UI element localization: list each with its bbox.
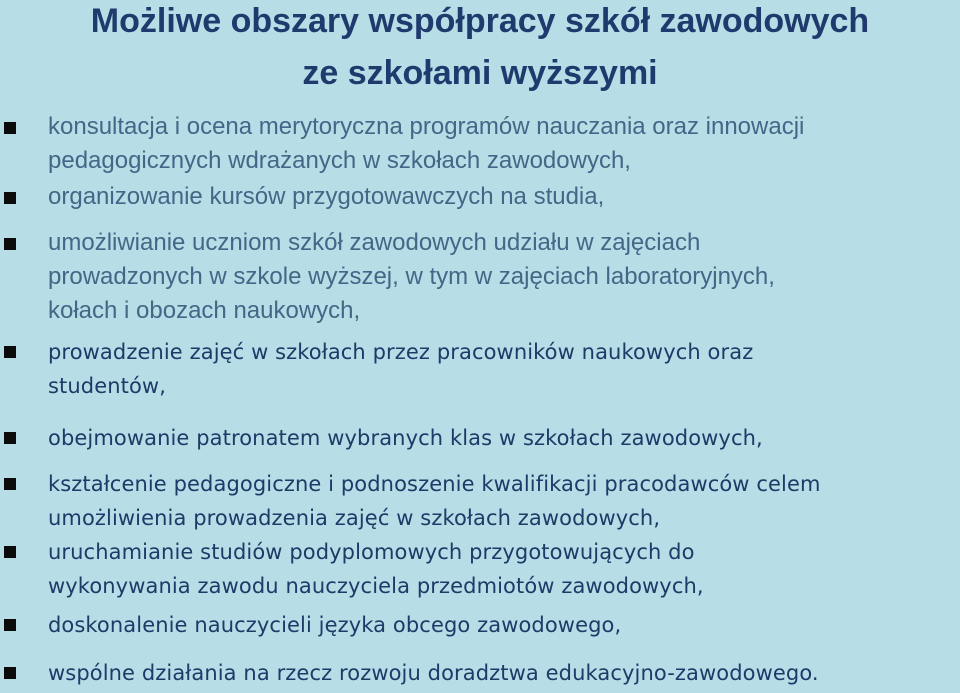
bullet-line: kołach i obozach naukowych, — [48, 297, 361, 324]
bullet-line: wspólne działania na rzecz rozwoju doradztwa edukacyjno-zawodowego. — [48, 661, 819, 685]
bullet-line: pedagogicznych wdrażanych w szkołach zawodowych, — [48, 147, 631, 174]
square-bullet-icon — [4, 619, 16, 631]
bullet-line: wykonywania zawodu nauczyciela przedmiotów zawodowych, — [48, 574, 704, 598]
bullet-line: uruchamianie studiów podyplomowych przygotowujących do — [48, 540, 695, 564]
square-bullet-icon — [4, 667, 16, 679]
bullet-text — [48, 656, 958, 690]
square-bullet-icon — [4, 432, 16, 444]
bullet-text — [48, 226, 958, 328]
bullet-text — [48, 535, 958, 603]
square-bullet-icon — [4, 192, 16, 204]
square-bullet-icon — [4, 546, 16, 558]
bullet-text — [48, 467, 958, 535]
square-bullet-icon — [4, 122, 16, 134]
bullet-text — [48, 421, 958, 455]
square-bullet-icon — [4, 346, 16, 358]
bullet-line: prowadzenie zajęć w szkołach przez pracowników naukowych oraz — [48, 340, 754, 364]
bullet-line: studentów, — [48, 374, 166, 398]
bullet-line: kształcenie pedagogiczne i podnoszenie kwalifikacji pracodawców celem — [48, 472, 821, 496]
bullet-line: umożliwienia prowadzenia zajęć w szkołach zawodowych, — [48, 506, 661, 530]
bullet-text — [48, 180, 958, 214]
bullet-text — [48, 608, 958, 642]
bullet-text — [48, 110, 958, 178]
square-bullet-icon — [4, 478, 16, 490]
bullet-text — [48, 335, 958, 403]
bullet-line: doskonalenie nauczycieli języka obcego zawodowego, — [48, 613, 622, 637]
bullet-line: obejmowanie patronatem wybranych klas w szkołach zawodowych, — [48, 426, 763, 450]
bullet-line: organizowanie kursów przygotowawczych na studia, — [48, 183, 605, 210]
square-bullet-icon — [4, 238, 16, 250]
slide-title-line-2: ze szkołami wyższymi — [302, 54, 658, 92]
bullet-line: umożliwianie uczniom szkół zawodowych udziału w zajęciach — [48, 229, 701, 256]
bullet-line: konsultacja i ocena merytoryczna programów nauczania oraz innowacji — [48, 113, 805, 140]
slide-title-line-1: Możliwe obszary współpracy szkół zawodowych — [90, 2, 870, 40]
bullet-line: prowadzonych w szkole wyższej, w tym w zajęciach laboratoryjnych, — [48, 263, 775, 290]
